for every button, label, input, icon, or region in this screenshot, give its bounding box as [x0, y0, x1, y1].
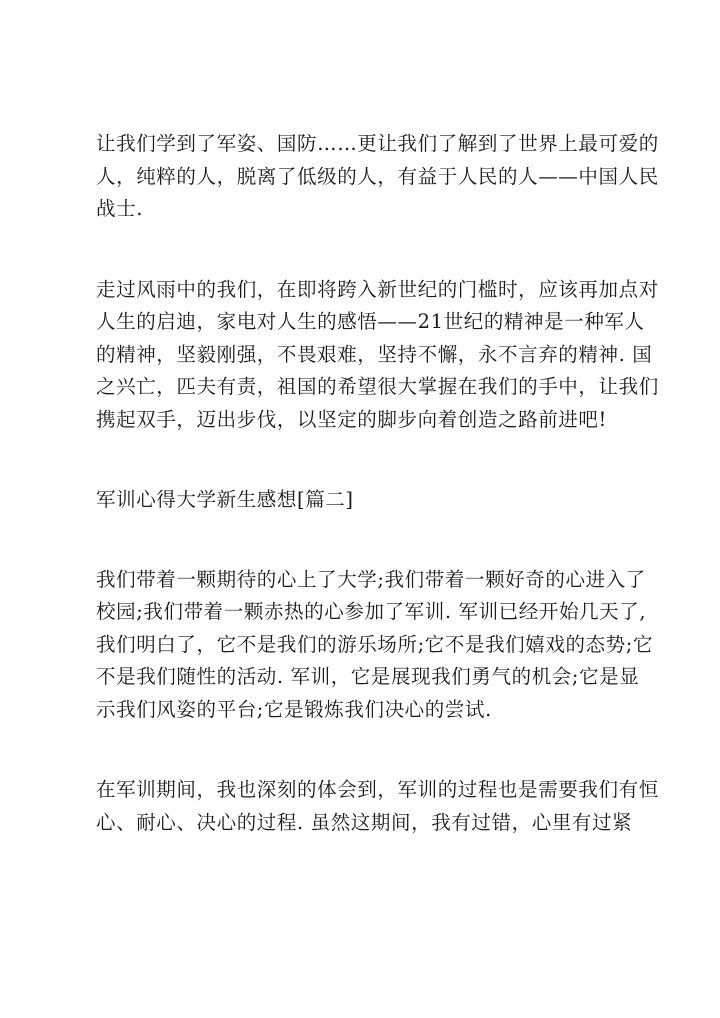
heading-text: 军训心得大学新生感想[篇二]	[96, 488, 354, 511]
paragraph-spacer	[96, 517, 641, 564]
text-line: 我们明白了，它不是我们的游乐场所;它不是我们嬉戏的态势;它	[96, 632, 654, 656]
text-line: 示我们风姿的平台;它是锻炼我们决心的尝试.	[96, 697, 492, 721]
text-line: 走过风雨中的我们，在即将跨入新世纪的门槛时，应该再加点对	[96, 277, 659, 301]
paragraph-4	[96, 774, 659, 839]
text-line: 人，纯粹的人，脱离了低级的人，有益于人民的人——中国人民	[96, 164, 659, 188]
text-line: 不是我们随性的活动. 军训，它是展现我们勇气的机会;它是显	[96, 665, 640, 688]
document-body	[96, 128, 659, 839]
text-line: 战士.	[96, 197, 143, 220]
text-line: 的精神，坚毅刚强，不畏艰难，坚持不懈，永不言弃的精神. 国	[96, 342, 653, 366]
paragraph-spacer	[96, 726, 641, 774]
text-line: 携起双手，迈出步伐，以坚定的脚步向着创造之路前进吧!	[96, 407, 607, 431]
text-line: 之兴亡，匹夫有责，祖国的希望很大掌握在我们的手中，让我们	[96, 375, 659, 398]
paragraph-1	[96, 128, 659, 226]
text-line: 心、耐心、决心的过程. 虽然这期间，我有过错，心里有过紧	[96, 810, 633, 834]
text-line: 我们带着一颗期待的心上了大学;我们带着一颗好奇的心进入了	[96, 567, 646, 591]
paragraph-2	[96, 274, 659, 437]
paragraph-spacer	[96, 226, 641, 274]
paragraph-spacer	[96, 436, 641, 484]
section-heading	[96, 484, 641, 517]
text-line: 在军训期间，我也深刻的体会到，军训的过程也是需要我们有恒	[96, 778, 659, 801]
text-line: 让我们学到了军姿、国防……更让我们了解到了世界上最可爱的	[96, 132, 659, 155]
text-line: 校园;我们带着一颗赤热的心参加了军训. 军训已经开始几天了,	[96, 600, 647, 623]
paragraph-3	[96, 564, 654, 727]
text-line: 人生的启迪，家电对人生的感悟——21世纪的精神是一种军人	[96, 310, 645, 333]
